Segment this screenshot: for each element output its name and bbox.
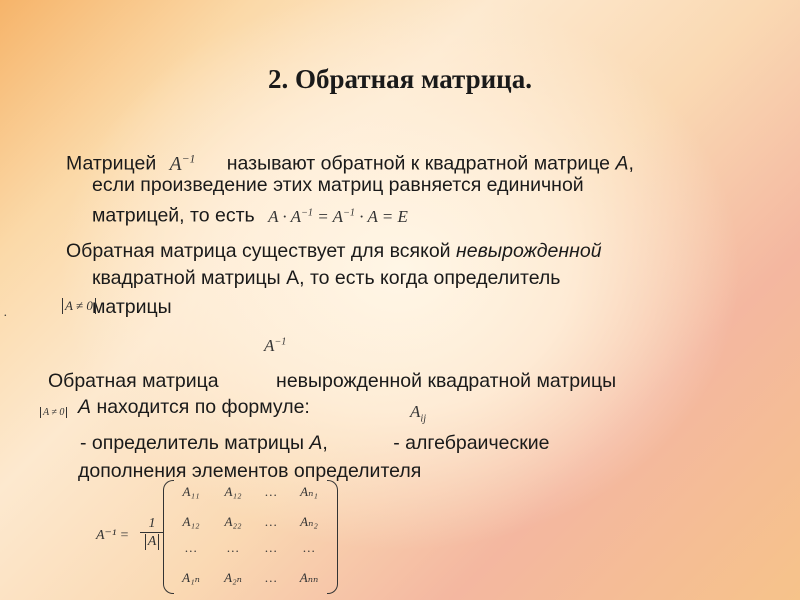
p4-line1: - определитель матрицы А, - алгебраические: [80, 432, 550, 454]
a-ij-formula: $A_{ij}$: [410, 402, 427, 425]
p1-line1: Матрицей $A^{-1}$ называют обратной к квадратной матрице А,: [66, 152, 634, 175]
p2-emphasis: невырожденной: [456, 240, 602, 262]
matrix-cell: A₁₁: [182, 484, 200, 499]
a-inverse-formula: $A^{-1}$: [169, 152, 196, 175]
slide-title: 2. Обратная матрица.: [268, 64, 532, 94]
matrix-cell: …: [265, 570, 277, 585]
det-nonzero-formula: A ≠ 0: [62, 298, 96, 314]
formula-lhs: A⁻¹ =: [96, 528, 130, 543]
p1-text-b: называют обратной к квадратной матрице: [226, 152, 611, 175]
matrix-cell: Aₙ₂: [300, 514, 318, 529]
matrix-cell: …: [265, 484, 277, 499]
p3-line1: Обратная матрица невырожденной квадратной матрицы: [48, 370, 617, 392]
det-nonzero-small: A ≠ 0: [40, 407, 67, 418]
matrix-cell: …: [303, 540, 315, 555]
p4-line2: дополнения элементов определителя: [78, 460, 422, 482]
matrix-cell: A₁ₙ: [182, 570, 200, 585]
p1-var-a: А: [615, 152, 629, 175]
identity-formula: $A \cdot A^{-1} = A^{-1} \cdot A = E$: [268, 206, 408, 226]
matrix-cell: Aₙₙ: [299, 570, 319, 585]
formula-fraction: 1 A: [140, 516, 164, 550]
dot-mark: .: [4, 304, 8, 319]
matrix-cell: A₂₂: [224, 514, 242, 529]
p3-line2: А находится по формуле:: [78, 396, 310, 418]
p1-line2: если произведение этих матриц равняется единичной: [92, 174, 584, 196]
inverse-matrix: [163, 478, 338, 596]
p1-text-a: Матрицей: [66, 152, 157, 175]
matrix-cell: A₁₂: [224, 484, 242, 499]
matrix-cell: …: [227, 540, 239, 555]
matrix-cell: A₂ₙ: [224, 570, 242, 585]
a-inverse-floating: $A^{-1}$: [264, 336, 287, 355]
matrix-cell: …: [265, 514, 277, 529]
p2-line3: матрицы: [92, 296, 172, 318]
matrix-cell: Aₙ₁: [300, 484, 318, 499]
p1-line3: матрицей, то есть $A \cdot A^{-1} = A^{-1} \cdot A = E$: [92, 204, 408, 227]
matrix-cell: A₁₂: [182, 514, 200, 529]
matrix-cell: …: [265, 540, 277, 555]
p2-line1: Обратная матрица существует для всякой невырожденной: [66, 240, 602, 262]
matrix-cell: …: [185, 540, 197, 555]
p2-line2: квадратной матрицы А, то есть когда определитель: [92, 267, 561, 289]
